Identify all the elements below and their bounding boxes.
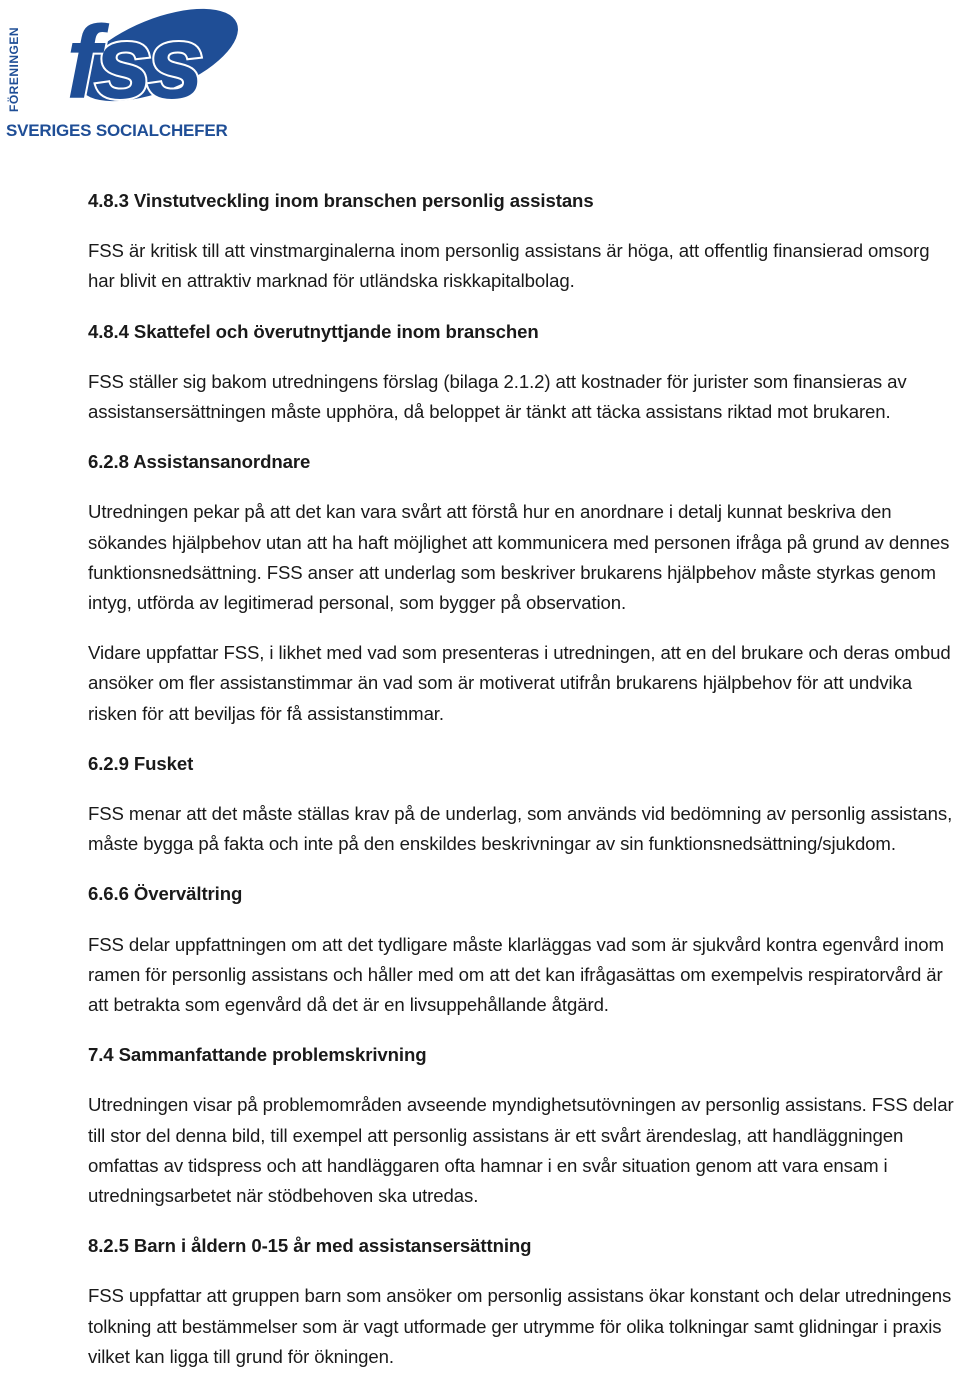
logo-mark: fss (66, 5, 199, 121)
section-6-2-9 (88, 749, 960, 860)
section-paragraph: FSS menar att det måste ställas krav på de underlag, som används vid bedömning av personlig assistans, måste bygga på fakta och inte på den enskildes beskrivningar av sin funktionsnedsättning/sjukdom. (88, 803, 953, 855)
logo-bottom-text: SVERIGES SOCIALCHEFER (6, 121, 228, 140)
section-6-2-8 (88, 447, 960, 729)
section-4-8-3 (88, 186, 960, 297)
document-body (88, 186, 960, 1392)
section-paragraph: Utredningen pekar på att det kan vara svårt att förstå hur en anordnare i detalj kunnat beskriva den sökandes hjälpbehov utan att ha haft möjlighet att kommunicera med personen ifråga på grund av dennes funktionsnedsättning. FSS anser att underlag som beskriver brukarens hjälpbehov måste styrkas genom intyg, utförda av legitimerad personal, som bygger på observation. (88, 501, 950, 614)
section-heading: 7.4 Sammanfattande problemskrivning (88, 1044, 427, 1066)
section-paragraph: FSS ställer sig bakom utredningens förslag (bilaga 2.1.2) att kostnader för jurister som finansieras av assistansersättningen måste upphöra, då beloppet är tänkt att täcka assistans riktad mot brukaren. (88, 370, 907, 423)
section-6-6-6 (88, 879, 960, 1020)
section-heading: 4.8.3 Vinstutveckling inom branschen personlig assistans (88, 190, 594, 211)
section-paragraph: FSS är kritisk till att vinstmarginalerna inom personlig assistans är höga, att offentlig finansierad omsorg har blivit en attraktiv marknad för utländska riskkapitalbolag. (88, 240, 930, 292)
section-paragraph: FSS delar uppfattningen om att det tydligare måste klarläggas vad som är sjukvård kontra egenvård inom ramen för personlig assistans och håller med om att det kan ifrågasättas om exempelvis respiratorvård är att betrakta som egenvård då det är en livsuppehållande åtgärd. (88, 933, 944, 1016)
section-paragraph: Vidare uppfattar FSS, i likhet med vad som presenteras i utredningen, att en del brukare och deras ombud ansöker om fler assistanstimmar än vad som är motiverat utifrån brukarens hjälpbehov för att undvika risken för att beviljas för få assistanstimmar. (88, 642, 951, 724)
section-4-8-4 (88, 317, 960, 428)
logo-side-text: FÖRENINGEN (7, 26, 21, 112)
section-heading: 6.2.9 Fusket (88, 752, 194, 774)
section-paragraph: FSS uppfattar att gruppen barn som ansöker om personlig assistans ökar konstant och delar utredningens tolkning att bestämmelser som är vagt utformade ger utrymme för olika tolkningar samt glidningar i praxis vilket kan ligga till grund för ökningen. (88, 1285, 952, 1367)
section-7-4 (88, 1040, 960, 1211)
fss-logo (0, 0, 250, 145)
section-8-2-5 (88, 1231, 960, 1372)
section-heading: 6.6.6 Övervältring (88, 883, 243, 905)
section-heading: 6.2.8 Assistansanordnare (88, 451, 311, 473)
section-heading: 4.8.4 Skattefel och överutnyttjande inom branschen (88, 320, 539, 342)
section-heading: 8.2.5 Barn i åldern 0-15 år med assistansersättning (88, 1235, 532, 1257)
section-paragraph: Utredningen visar på problemområden avseende myndighetsutövningen av personlig assistans. FSS delar till stor del denna bild, till exempel att personlig assistans är ett svårt ärendeslag, att handläggningen omfattas av tidspress och att handläggaren ofta hamnar i en svår situation genom att vara ensam i utredningsarbetet när stödbehoven ska utredas. (88, 1094, 954, 1207)
